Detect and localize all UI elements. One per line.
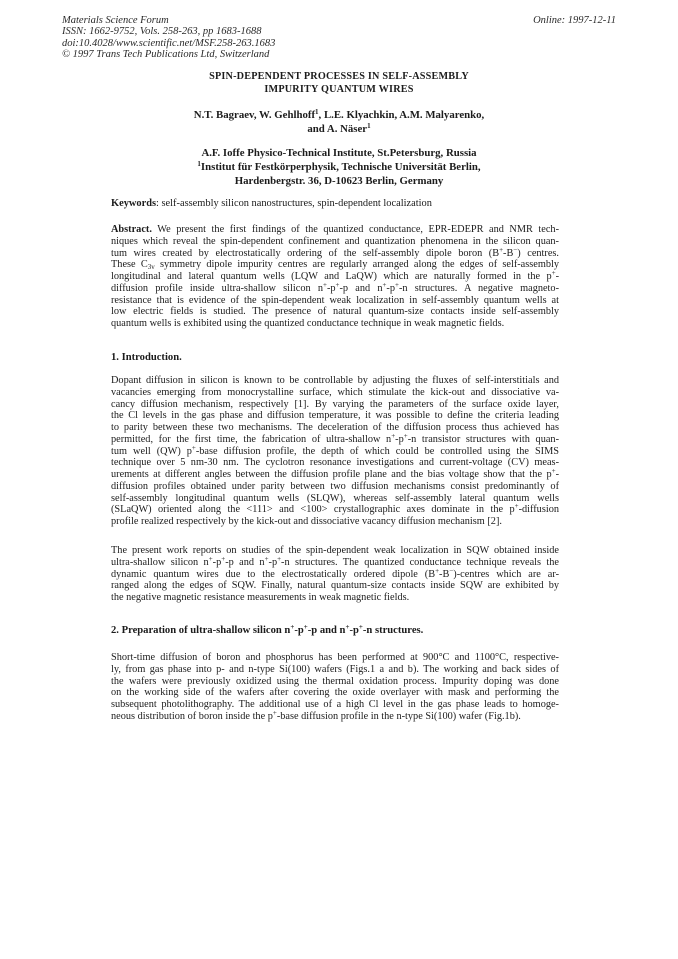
- journal-header: [62, 15, 275, 61]
- text-line: ranged along the edges of SQW. Finally, natural quantum-size contacts inside SQW are exhibited by: [111, 580, 559, 592]
- charge-mark: +: [435, 566, 440, 575]
- title-line-1: SPIN-DEPENDENT PROCESSES IN SELF-ASSEMBLY: [209, 71, 469, 82]
- author-text: N.T. Bagraev, W. Gehlhoff: [193, 109, 316, 121]
- charge-mark: +: [514, 502, 519, 511]
- charge-mark: +: [303, 623, 308, 631]
- text-run: -diffusion: [518, 504, 559, 516]
- charge-mark: +: [277, 554, 282, 563]
- text-run: tum wires created by electrostatically ordering of the self-assembly dipole boron (B: [111, 247, 500, 259]
- text-run: These C: [111, 259, 148, 271]
- text-run: diffusion profile inside ultra-shallow silicon n: [111, 282, 323, 294]
- affiliations: [0, 146, 678, 188]
- text-run: -p: [326, 282, 336, 294]
- affiliation-line-2: [0, 160, 678, 174]
- text-run: dynamic quantum wires due to the electrostatically ordered dipole (B: [111, 568, 436, 580]
- affiliation-line-1: A.F. Ioffe Physico-Technical Institute, St.Petersburg, Russia: [201, 147, 477, 159]
- charge-mark: +: [499, 245, 504, 254]
- affiliation-mark: 1: [315, 108, 319, 116]
- text-line: [111, 443, 559, 458]
- abstract-line: niques which reveal the spin-dependent confinement and quantization phenomena in the silicon quan-: [111, 235, 559, 247]
- keywords-label: Keywords: [111, 198, 157, 209]
- charge-mark: +: [191, 443, 196, 452]
- abstract-line: [111, 245, 559, 260]
- text-line: self-assembly longitudinal quantum wells (SLQW), whereas self-assembly lateral quantum wells: [111, 492, 559, 504]
- charge-mark: +: [358, 623, 363, 631]
- charge-mark: +: [335, 280, 340, 289]
- affiliation-mark: 1: [367, 122, 371, 130]
- text-run: -p: [349, 625, 359, 636]
- section-heading-preparation: [111, 625, 423, 636]
- text-line: diffusion profiles obtained under parity between two diffusion mechanisms consist predominantly of: [111, 480, 559, 492]
- text-run: -base diffusion profile in the n-type Si(100) wafer (Fig.1b).: [276, 710, 521, 722]
- text-run: -p and n: [225, 556, 265, 568]
- text-line: the wafers were previously oxidized using the thermal oxidation process. Impurity doping was done: [111, 675, 559, 687]
- author-list: [0, 108, 678, 136]
- text-run: -n transistor structures with quan-: [407, 433, 560, 445]
- preparation-paragraph-1: [111, 652, 559, 723]
- text-run: longitudinal and lateral quantum wells (LQW and LaQW) which are naturally formed in the p: [111, 271, 552, 282]
- charge-mark: −: [449, 566, 454, 575]
- text-run: -p and n: [307, 625, 346, 636]
- text-run: -p: [212, 556, 222, 568]
- charge-mark: +: [290, 623, 295, 631]
- charge-mark: +: [272, 708, 277, 717]
- abstract: [111, 224, 559, 330]
- text-run: neous distribution of boron inside the p: [111, 710, 273, 722]
- text-run: )-centres which are ar-: [453, 568, 559, 580]
- text-line: The present work reports on studies of the spin-dependent weak localization in SQW obtained inside: [111, 545, 559, 556]
- charge-mark: +: [345, 623, 350, 631]
- abstract-label: Abstract.: [111, 224, 152, 235]
- text-line: Dopant diffusion in silicon is known to be controllable by adjusting the fluxes of self-interstitials and: [111, 375, 559, 386]
- author-line-1: [0, 108, 678, 122]
- title-line-2: IMPURITY QUANTUM WIRES: [264, 83, 414, 95]
- text-run: -p: [294, 625, 304, 636]
- text-run: -p and n: [339, 282, 383, 294]
- keywords-text: : self-assembly silicon nanostructures, spin-dependent localization: [156, 198, 432, 209]
- charge-mark: +: [551, 269, 556, 277]
- text-line: profile realized respectively by the kick-out and dissociative vacancy diffusion mechanism [2].: [111, 516, 502, 527]
- intro-paragraph-2: [111, 545, 559, 604]
- text-run: ultra-shallow silicon n: [111, 556, 209, 568]
- copyright-line: © 1997 Trans Tech Publications Ltd, Switzerland: [62, 49, 270, 61]
- charge-mark: +: [403, 431, 408, 440]
- charge-mark: +: [382, 280, 387, 289]
- text-run: -base diffusion profile, the depth of which could be controlled using the SIMS: [195, 445, 559, 457]
- affiliation-mark: 1: [197, 160, 201, 168]
- text-line: the negative magnetic resistance measurements in weak magnetic fields.: [111, 592, 410, 603]
- text-line: [111, 469, 559, 481]
- charge-mark: +: [264, 554, 269, 563]
- affiliation-text: Institut für Festkörperphysik, Technische Universität Berlin,: [200, 161, 481, 173]
- text-run: -B: [439, 568, 450, 580]
- text-run: permitted, for the first time, the fabrication of ultra-shallow n: [111, 433, 392, 445]
- text-line: [111, 566, 559, 581]
- issn-line: ISSN: 1662-9752, Vols. 258-263, pp 1683-1688: [62, 26, 262, 38]
- text-run: -p: [386, 282, 395, 294]
- text-run: -p: [268, 556, 278, 568]
- charge-mark: +: [391, 431, 396, 440]
- symmetry-subscript: 3v: [147, 263, 155, 272]
- text-line: ly, from gas phase into p- and n-type Si(100) wafers (Figs.1 a and b). The working and back sides of: [111, 663, 559, 675]
- text-run: -n structures. A negative magneto-: [398, 282, 560, 294]
- keywords: [111, 198, 432, 209]
- text-run: symmetry dipole impurity centres are regularly arranged along the edges of self-assembly: [154, 259, 559, 271]
- text-line: vacancies emerging from monocrystalline surface, which stimulate the kick-out and dissociative va-: [111, 386, 559, 398]
- intro-paragraph-1: [111, 375, 559, 528]
- text-line: [111, 504, 559, 516]
- journal-name: Materials Science Forum: [62, 15, 169, 26]
- text-run: -n structures.: [362, 625, 424, 636]
- charge-mark: +: [221, 554, 226, 563]
- text-line: the Cl levels in the gas phase and diffusion temperature, it was possible to define the criteria leading: [111, 410, 559, 422]
- abstract-line: [111, 259, 559, 271]
- text-line: [111, 431, 560, 446]
- text-run: -: [555, 469, 559, 480]
- text-run: urements at different angles between the diffusion profile plane and the bias voltage show that the p: [111, 469, 552, 480]
- text-line: Short-time diffusion of boron and phosphorus has been performed at 900°C and 1100°C, respective-: [111, 652, 559, 663]
- text-line: [111, 708, 559, 723]
- author-text: , L.E. Klyachkin, A.M. Malyarenko,: [318, 109, 485, 121]
- online-date: Online: 1997-12-11: [533, 15, 616, 26]
- text-line: [111, 554, 559, 569]
- text-run: (SLaQW) oriented along the <111> and <100> crystallographic axes dominate in the p: [111, 504, 515, 516]
- abstract-line: [111, 224, 559, 236]
- author-text: and A. Näser: [307, 123, 368, 135]
- charge-mark: +: [322, 280, 327, 289]
- abstract-line: quantum wells is exhibited using the quantized conductance technique in weak magnetic fields.: [111, 318, 505, 329]
- text-line: subsequent photolithography. The additional use of a high Cl level in the gas phase leads to homoge-: [111, 699, 559, 710]
- text-line: on the working side of the wafers after covering the oxide overlayer with mask and performing the: [111, 687, 559, 699]
- charge-mark: +: [395, 280, 399, 289]
- text-run: We present the first findings of the quantized conductance, EPR-EDEPR and NMR tech-: [151, 224, 559, 235]
- charge-mark: +: [208, 554, 213, 563]
- paper-title: [0, 71, 678, 96]
- text-run: tum well (QW) p: [111, 445, 192, 457]
- abstract-line: [111, 280, 560, 295]
- text-run: -p: [395, 433, 404, 445]
- text-line: to parity between these two mechanisms. The deceleration of the diffusion process thus achieved has: [111, 422, 559, 433]
- doi-line[interactable]: doi:10.4028/www.scientific.net/MSF.258-263.1683: [62, 37, 276, 49]
- section-heading-introduction: 1. Introduction.: [111, 352, 182, 363]
- text-run: -B: [503, 247, 514, 259]
- text-line: cancy diffusion mechanism, respectively [1]. By varying the parameters of the surface oxide layer,: [111, 398, 559, 410]
- text-run: -n structures. The quantized conductance technique reveals the: [281, 556, 559, 568]
- text-run: -: [555, 271, 559, 282]
- text-run: ) centres.: [517, 247, 559, 259]
- abstract-line: low electric fields is studied. The presence of natural quantum-size contacts inside self-assembly: [111, 306, 559, 318]
- affiliation-line-3: Hardenbergstr. 36, D-10623 Berlin, Germany: [234, 175, 444, 187]
- text-line: technique over 5 nm-30 nm. The cyclotron resonance investigations and current-voltage (CV) meas-: [111, 457, 559, 469]
- text-run: 2. Preparation of ultra-shallow silicon n: [111, 625, 291, 636]
- author-line-2: [0, 122, 678, 136]
- charge-mark: −: [513, 245, 518, 254]
- abstract-line: resistance that is evidence of the spin-dependent weak localization in self-assembly quantum wells at: [111, 294, 559, 306]
- charge-mark: +: [551, 467, 556, 475]
